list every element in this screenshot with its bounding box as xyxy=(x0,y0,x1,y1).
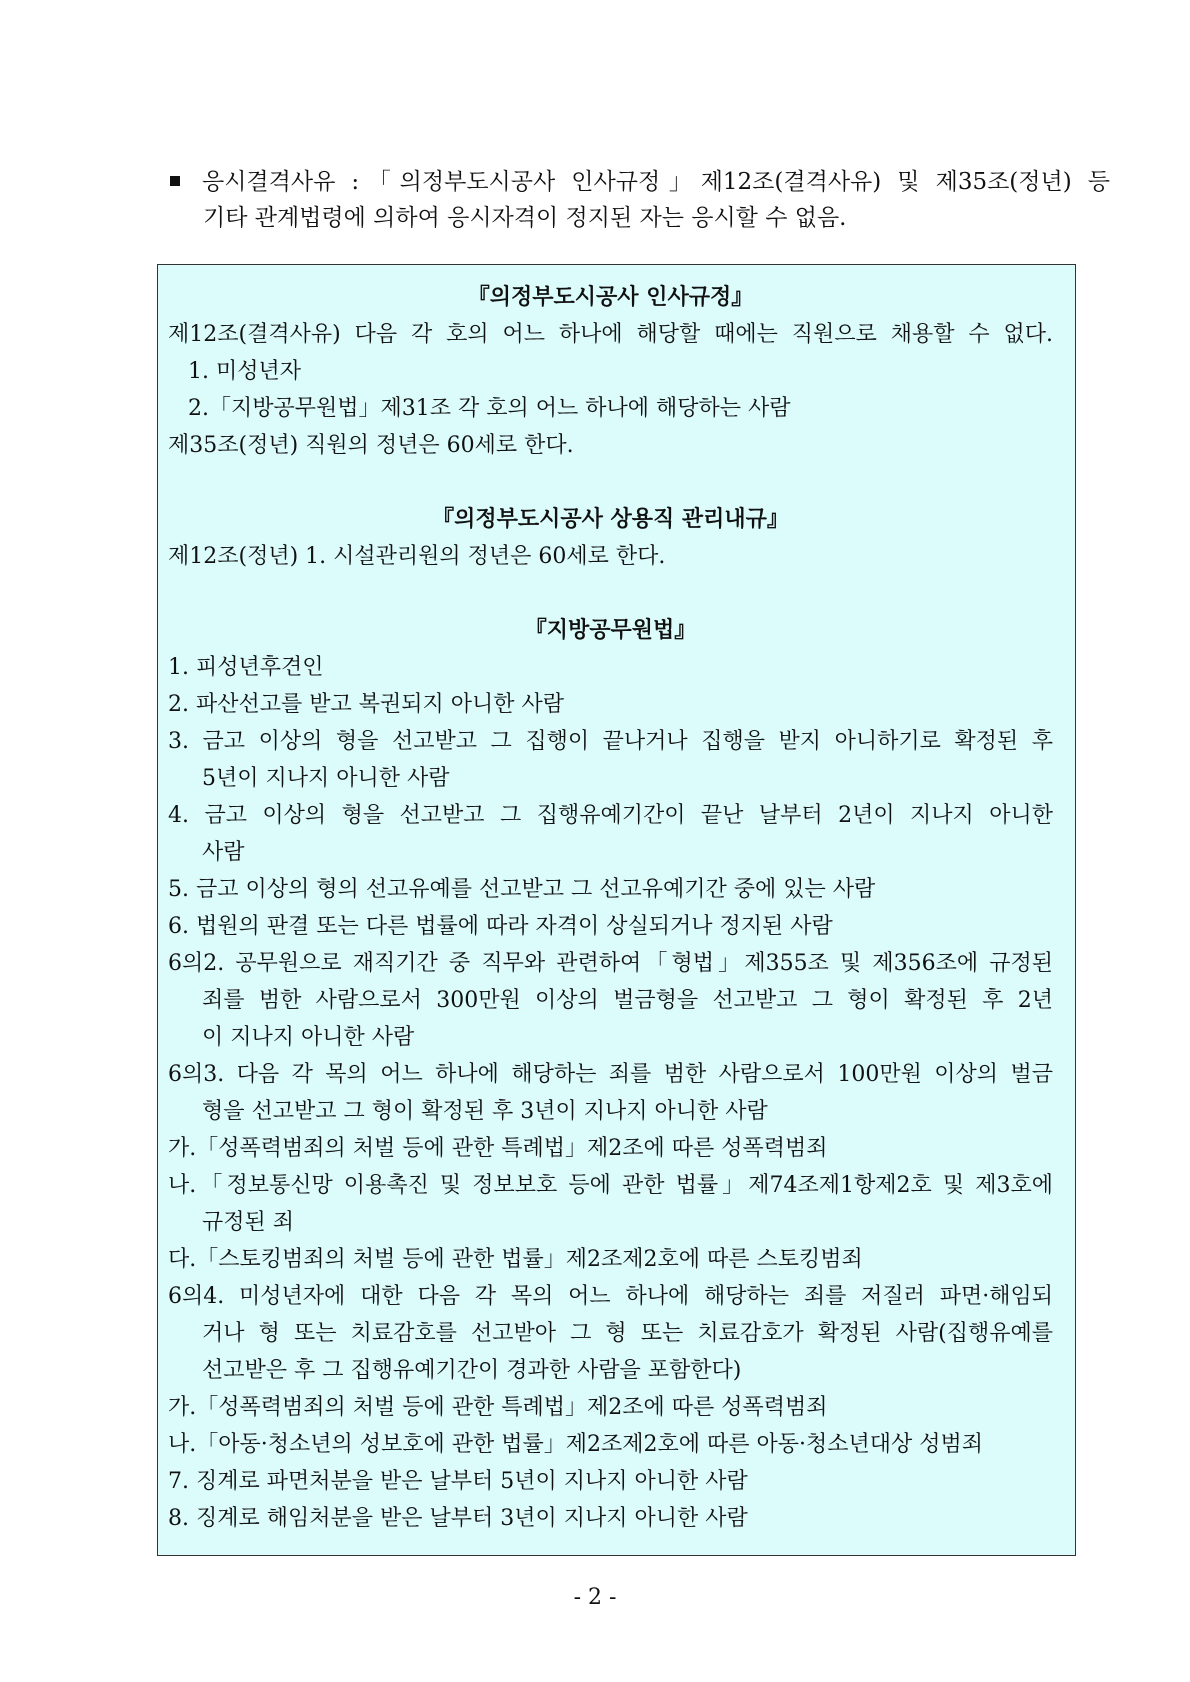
list-item-continuation: 사람 xyxy=(202,840,245,865)
square-bullet-icon xyxy=(170,176,180,186)
list-item: 6의4. 미성년자에 대한 다음 각 목의 어느 하나에 해당하는 죄를 저질러 파면·해임되 xyxy=(168,1284,1053,1309)
section-heading: 『지방공무원법』 xyxy=(524,618,697,643)
list-item: 7. 징계로 파면처분을 받은 날부터 5년이 지나지 아니한 사람 xyxy=(168,1469,748,1494)
list-item-continuation: 이 지나지 아니한 사람 xyxy=(202,1025,415,1050)
article-line: 제35조(정년) 직원의 정년은 60세로 한다. xyxy=(168,433,574,458)
article-line: 제12조(정년) 1. 시설관리원의 정년은 60세로 한다. xyxy=(168,544,666,569)
spacer xyxy=(168,464,1053,501)
list-item-continuation: 형을 선고받고 그 형이 확정된 후 3년이 지나지 아니한 사람 xyxy=(202,1099,768,1124)
list-item-continuation: 선고받은 후 그 집행유예기간이 경과한 사람을 포함한다) xyxy=(202,1358,742,1383)
spacer xyxy=(168,575,1053,612)
sub-item: 다.「스토킹범죄의 처벌 등에 관한 법률」제2조제2호에 따른 스토킹범죄 xyxy=(168,1247,863,1272)
list-item: 6의3. 다음 각 목의 어느 하나에 해당하는 죄를 범한 사람으로서 100만원 이상의 벌금 xyxy=(168,1062,1053,1087)
list-item: 2.「지방공무원법」제31조 각 호의 어느 하나에 해당하는 사람 xyxy=(188,396,791,421)
page-number: - 2 - xyxy=(573,1585,617,1610)
list-item: 2. 파산선고를 받고 복권되지 아니한 사람 xyxy=(168,692,564,717)
intro-paragraph xyxy=(170,164,1110,236)
article-line: 제12조(결격사유) 다음 각 호의 어느 하나에 해당할 때에는 직원으로 채용할 수 없다. xyxy=(168,322,1053,347)
list-item: 8. 징계로 해임처분을 받은 날부터 3년이 지나지 아니한 사람 xyxy=(168,1506,748,1531)
sub-item: 가.「성폭력범죄의 처벌 등에 관한 특례법」제2조에 따른 성폭력범죄 xyxy=(168,1395,828,1420)
list-item-continuation: 죄를 범한 사람으로서 300만원 이상의 벌금형을 선고받고 그 형이 확정된 후 2년 xyxy=(202,988,1053,1013)
regulations-box xyxy=(157,264,1076,1556)
section-heading: 『의정부도시공사 상용직 관리내규』 xyxy=(432,507,789,532)
list-item: 6. 법원의 판결 또는 다른 법률에 따라 자격이 상실되거나 정지된 사람 xyxy=(168,914,833,939)
sub-item: 나.「정보통신망 이용촉진 및 정보보호 등에 관한 법률」제74조제1항제2호 및 제3호에 xyxy=(168,1173,1053,1198)
section-heading: 『의정부도시공사 인사규정』 xyxy=(467,285,754,310)
list-item: 5. 금고 이상의 형의 선고유예를 선고받고 그 선고유예기간 중에 있는 사람 xyxy=(168,877,876,902)
list-item-continuation: 거나 형 또는 치료감호를 선고받아 그 형 또는 치료감호가 확정된 사람(집행유예를 xyxy=(202,1321,1053,1346)
list-item-continuation: 5년이 지나지 아니한 사람 xyxy=(202,766,450,791)
intro-line-1: 응시결격사유 :「의정부도시공사 인사규정」제12조(결격사유) 및 제35조(정년) 등 xyxy=(170,164,1110,200)
sub-item: 나.「아동·청소년의 성보호에 관한 법률」제2조제2호에 따른 아동·청소년대상 성범죄 xyxy=(168,1432,983,1457)
sub-item: 가.「성폭력범죄의 처벌 등에 관한 특례법」제2조에 따른 성폭력범죄 xyxy=(168,1136,828,1161)
sub-item-continuation: 규정된 죄 xyxy=(202,1210,295,1235)
list-item: 6의2. 공무원으로 재직기간 중 직무와 관련하여「형법」제355조 및 제356조에 규정된 xyxy=(168,951,1053,976)
list-item: 4. 금고 이상의 형을 선고받고 그 집행유예기간이 끝난 날부터 2년이 지나지 아니한 xyxy=(168,803,1053,828)
list-item: 3. 금고 이상의 형을 선고받고 그 집행이 끝나거나 집행을 받지 아니하기로 확정된 후 xyxy=(168,729,1053,754)
intro-line-2: 기타 관계법령에 의하여 응시자격이 정지된 자는 응시할 수 없음. xyxy=(203,205,847,231)
list-item: 1. 피성년후견인 xyxy=(168,655,324,680)
list-item: 1. 미성년자 xyxy=(188,359,301,384)
